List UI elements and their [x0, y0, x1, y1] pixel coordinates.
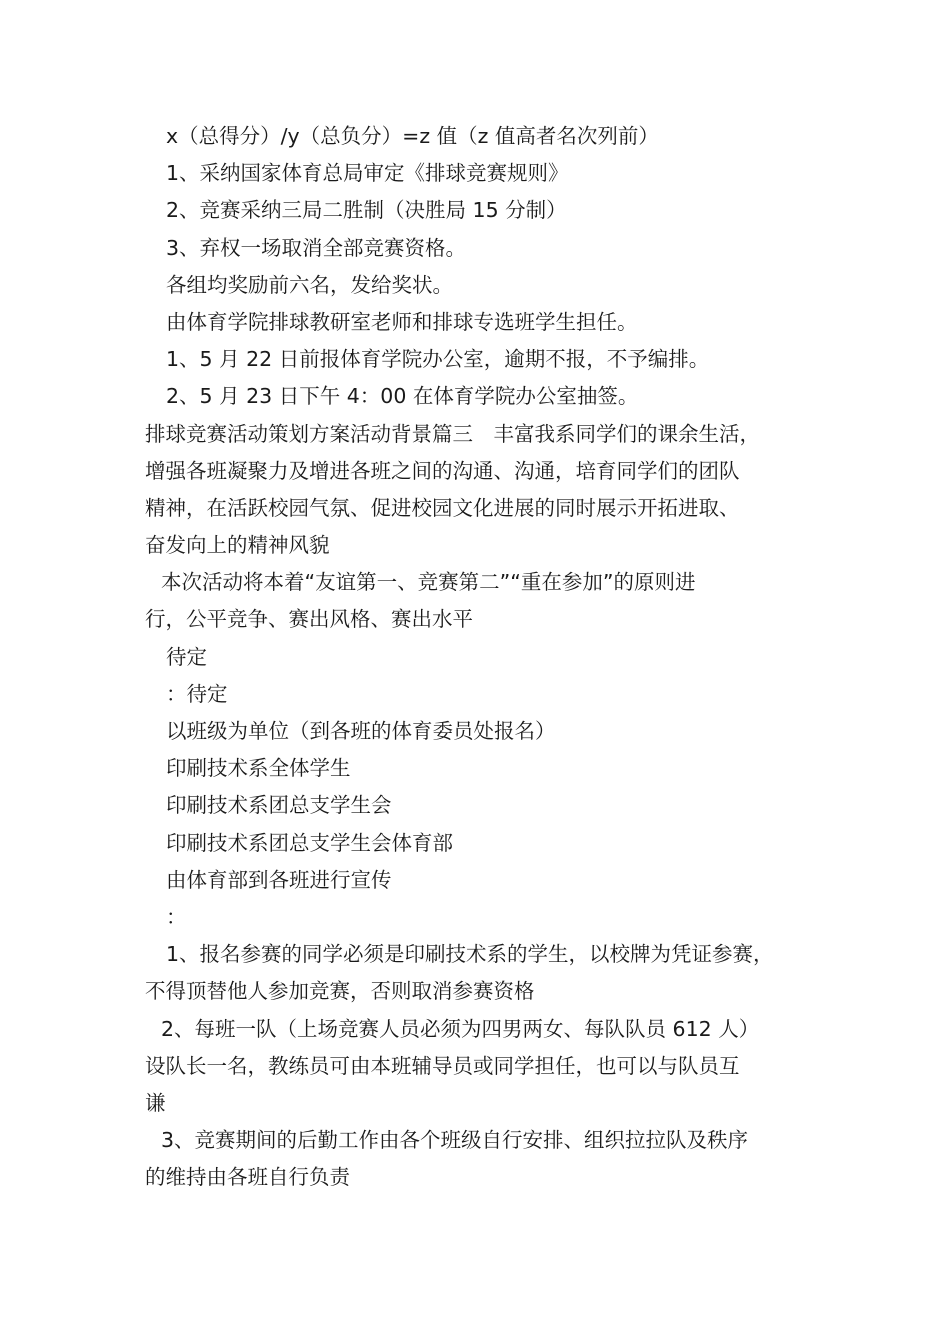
- text-line: 奋发向上的精神风貌: [145, 533, 330, 558]
- text-line: 精神，在活跃校园气氛、促进校园文化进展的同时展示开拓进取、: [145, 495, 740, 520]
- text-line: 由体育学院排球教研室老师和排球专选班学生担任。: [166, 309, 638, 334]
- text-line: 本次活动将本着“友谊第一、竞赛第二”“重在参加”的原则进: [161, 570, 696, 595]
- text-line: 设队长一名，教练员可由本班辅导员或同学担任，也可以与队员互: [145, 1053, 740, 1078]
- text-line: 行，公平竞争、赛出风格、赛出水平: [145, 607, 473, 632]
- text-line: 1、报名参赛的同学必须是印刷技术系的学生，以校牌为凭证参赛，: [166, 942, 774, 967]
- text-line: 谦: [145, 1090, 166, 1115]
- text-line: 1、采纳国家体育总局审定《排球竞赛规则》: [166, 161, 569, 186]
- text-line: ：: [166, 904, 187, 929]
- text-line: 待定: [166, 644, 207, 669]
- text-line: 印刷技术系团总支学生会体育部: [166, 830, 453, 855]
- text-line: ：待定: [166, 681, 228, 706]
- text-line: 2、5 月 23 日下午 4：00 在体育学院办公室抽签。: [166, 384, 639, 409]
- text-line: 的维持由各班自行负责: [145, 1165, 350, 1190]
- text-line: 以班级为单位（到各班的体育委员处报名）: [166, 719, 556, 743]
- text-line: 不得顶替他人参加竞赛，否则取消参赛资格: [145, 979, 535, 1004]
- text-line: 2、竞赛采纳三局二胜制（决胜局 15 分制）: [166, 198, 567, 223]
- text-line: 1、5 月 22 日前报体育学院办公室，逾期不报，不予编排。: [166, 347, 710, 372]
- document-body: [145, 118, 835, 1196]
- text-line: 排球竞赛活动策划方案活动背景篇三 丰富我系同学们的课余生活，: [145, 421, 760, 446]
- text-line: 印刷技术系团总支学生会: [166, 793, 392, 818]
- text-line: x（总得分）/y（总负分）=z 值（z 值高者名次列前）: [166, 124, 659, 148]
- text-line: 各组均奖励前六名，发给奖状。: [166, 272, 453, 297]
- text-line: 2、每班一队（上场竞赛人员必须为四男两女、每队队员 612 人）: [161, 1016, 760, 1041]
- text-line: 印刷技术系全体学生: [166, 756, 351, 781]
- text-line: 由体育部到各班进行宣传: [166, 867, 392, 892]
- text-line: 增强各班凝聚力及增进各班之间的沟通、沟通，培育同学们的团队: [145, 458, 740, 483]
- text-line: 3、弃权一场取消全部竞赛资格。: [166, 235, 467, 260]
- text-line: 3、竞赛期间的后勤工作由各个班级自行安排、组织拉拉队及秩序: [161, 1128, 749, 1153]
